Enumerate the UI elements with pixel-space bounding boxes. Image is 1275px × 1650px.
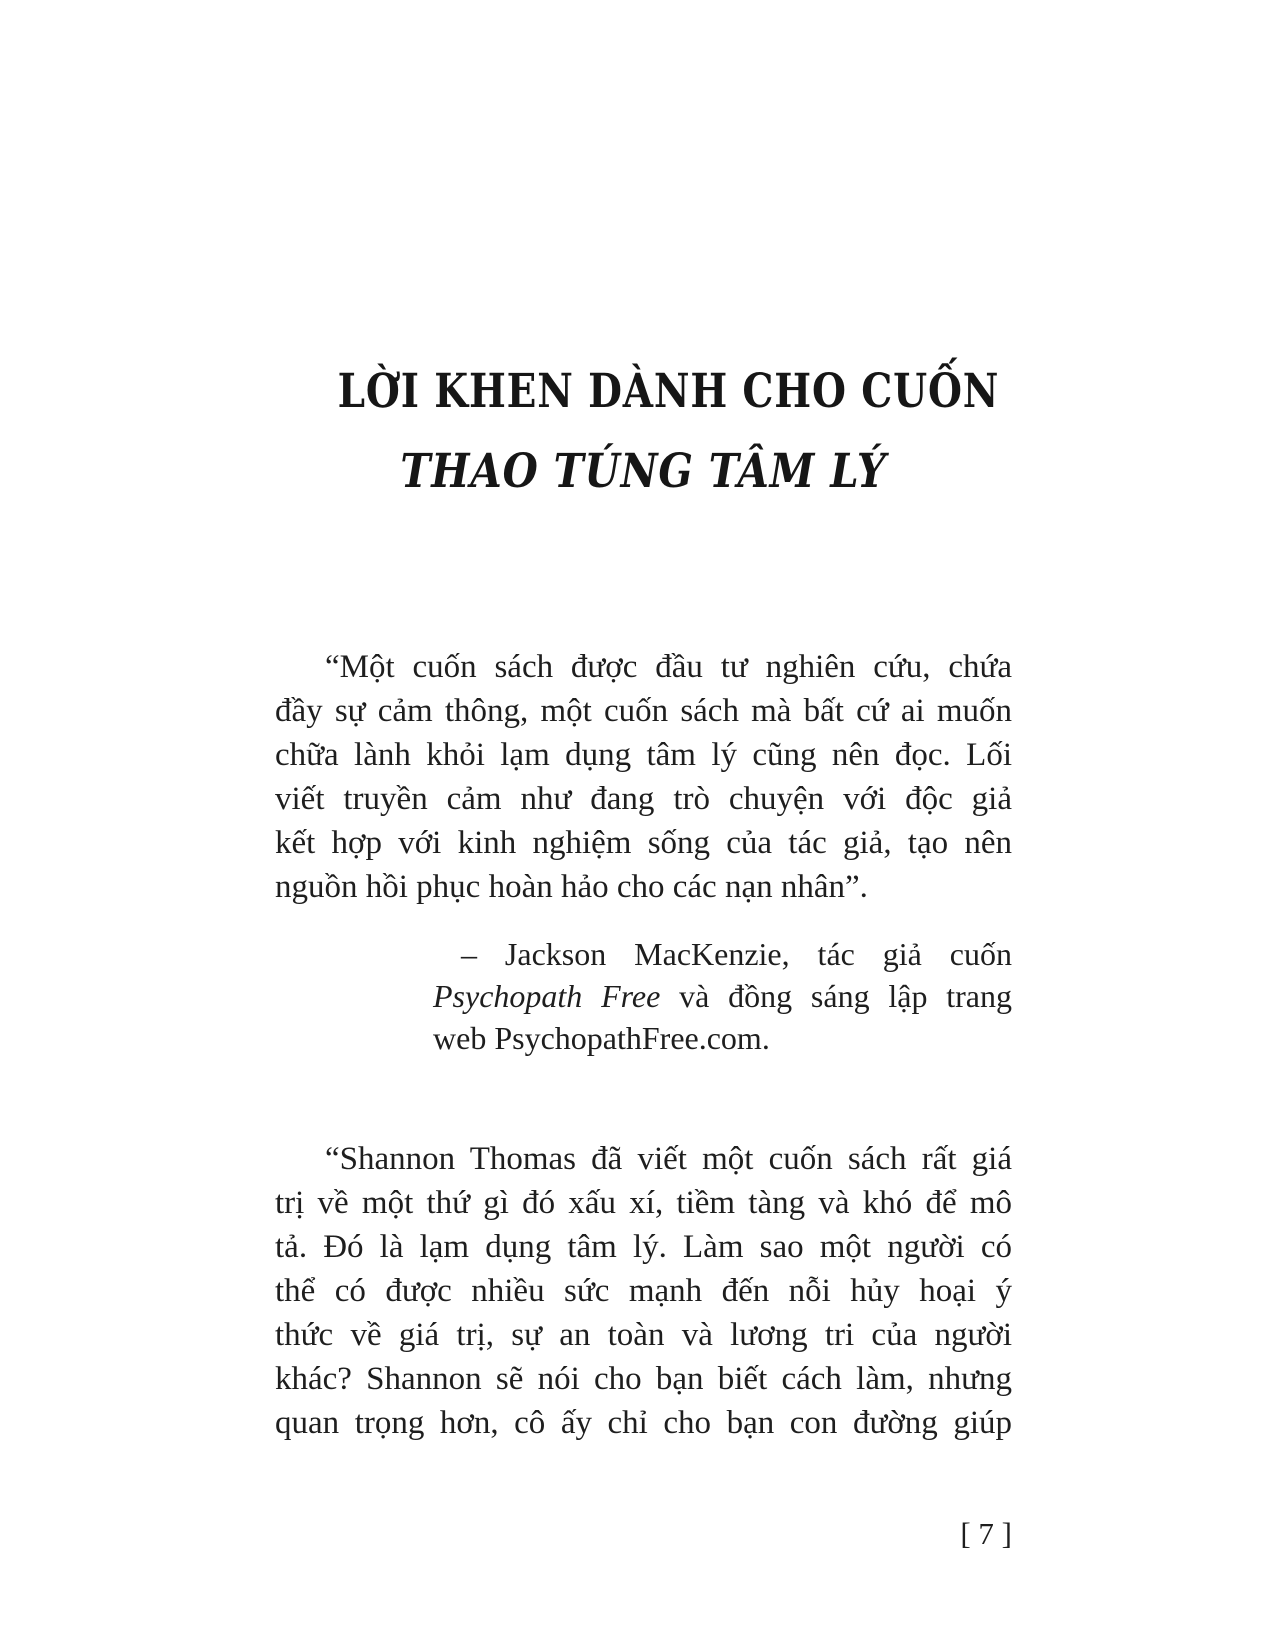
title-line-2-book-name: THAO TÚNG TÂM LÝ [400, 444, 887, 499]
chapter-title [275, 352, 1012, 512]
quote-paragraph-1 [275, 645, 1012, 909]
attribution-line-2-rest: và đồng sáng lập trang [660, 978, 1012, 1014]
quote-attribution [433, 933, 1012, 1059]
quote-line: tả. Đó là lạm dụng tâm lý. Làm sao một người có [275, 1229, 1012, 1265]
page-number: [ 7 ] [960, 1516, 1012, 1551]
attribution-line-3-website: web PsychopathFree.com. [433, 1020, 770, 1056]
referenced-book-title: Psychopath Free [433, 978, 661, 1014]
quote-line: quan trọng hơn, cô ấy chỉ cho bạn con đường giúp [275, 1405, 1012, 1441]
quote-line: khác? Shannon sẽ nói cho bạn biết cách làm, nhưng [275, 1361, 1012, 1397]
quote-paragraph-2 [275, 1137, 1012, 1445]
attribution-line-2 [433, 975, 1012, 1017]
quote-line: đầy sự cảm thông, một cuốn sách mà bất cứ ai muốn [275, 693, 1012, 729]
quote-line: “Một cuốn sách được đầu tư nghiên cứu, chứa [325, 649, 1012, 685]
quote-line: kết hợp với kinh nghiệm sống của tác giả, tạo nên [275, 825, 1012, 861]
title-line-1: LỜI KHEN DÀNH CHO CUỐN [337, 364, 1000, 419]
quote-line: viết truyền cảm như đang trò chuyện với độc giả [275, 781, 1012, 817]
quote-line: “Shannon Thomas đã viết một cuốn sách rất giá [325, 1141, 1012, 1177]
quote-line: nguồn hồi phục hoàn hảo cho các nạn nhân”. [275, 869, 868, 905]
quote-line: chữa lành khỏi lạm dụng tâm lý cũng nên đọc. Lối [275, 737, 1012, 773]
quote-line: thể có được nhiều sức mạnh đến nỗi hủy hoại ý [275, 1273, 1012, 1309]
quote-line: trị về một thứ gì đó xấu xí, tiềm tàng và khó để mô [275, 1185, 1012, 1221]
quote-line: thức về giá trị, sự an toàn và lương tri của người [275, 1317, 1012, 1353]
attribution-line-1: – Jackson MacKenzie, tác giả cuốn [461, 936, 1012, 972]
